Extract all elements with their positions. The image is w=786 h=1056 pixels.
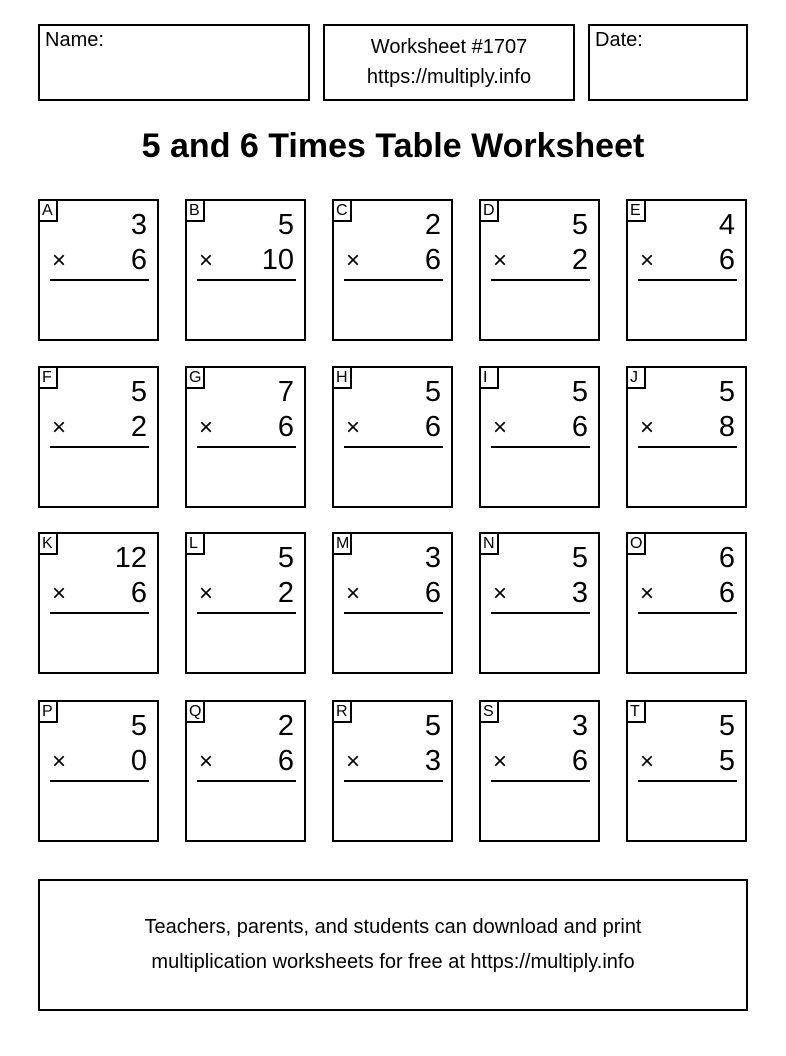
answer-line (197, 279, 296, 281)
answer-line (344, 279, 443, 281)
problem-letter: K (38, 532, 58, 555)
problem-letter: E (626, 199, 646, 222)
times-sign: × (52, 247, 67, 274)
name-label: Name: (45, 29, 104, 51)
times-sign: × (493, 414, 508, 441)
problem-cell (626, 366, 747, 508)
multiplicand: 5 (718, 376, 735, 408)
problem-letter: I (479, 366, 499, 389)
multiplier: 6 (130, 244, 147, 276)
multiplicand: 5 (424, 710, 441, 742)
multiplicand: 5 (718, 710, 735, 742)
problem-cell (332, 700, 453, 842)
multiplicand: 5 (571, 542, 588, 574)
problem-cell (185, 700, 306, 842)
footer-box (38, 879, 748, 1011)
multiplier: 6 (424, 244, 441, 276)
multiplicand: 5 (424, 376, 441, 408)
answer-line (638, 279, 737, 281)
problem-letter: R (332, 700, 352, 723)
problem-letter: F (38, 366, 58, 389)
multiplier: 0 (130, 745, 147, 777)
answer-line (50, 780, 149, 782)
problem-letter: G (185, 366, 205, 389)
problem-letter: S (479, 700, 499, 723)
multiplier: 6 (424, 411, 441, 443)
problem-cell (185, 366, 306, 508)
times-sign: × (52, 748, 67, 775)
multiplier: 6 (277, 745, 294, 777)
problem-letter: M (332, 532, 352, 555)
multiplier: 6 (718, 577, 735, 609)
problem-cell (38, 366, 159, 508)
times-sign: × (640, 580, 655, 607)
multiplicand: 5 (571, 209, 588, 241)
multiplier: 5 (718, 745, 735, 777)
answer-line (50, 446, 149, 448)
problem-letter: L (185, 532, 205, 555)
problem-letter: D (479, 199, 499, 222)
multiplier: 6 (571, 745, 588, 777)
multiplier: 3 (571, 577, 588, 609)
multiplier: 2 (277, 577, 294, 609)
multiplicand: 5 (571, 376, 588, 408)
times-sign: × (346, 748, 361, 775)
problem-cell (38, 700, 159, 842)
times-sign: × (346, 414, 361, 441)
problem-cell (185, 199, 306, 341)
multiplier: 8 (718, 411, 735, 443)
problem-cell (38, 532, 159, 674)
worksheet-number: Worksheet #1707 (370, 36, 528, 58)
problem-cell (626, 700, 747, 842)
multiplicand: 5 (277, 542, 294, 574)
multiplier: 2 (130, 411, 147, 443)
problem-cell (332, 199, 453, 341)
times-sign: × (199, 247, 214, 274)
problem-letter: Q (185, 700, 205, 723)
problem-letter: J (626, 366, 646, 389)
multiplier: 6 (130, 577, 147, 609)
problem-cell (332, 532, 453, 674)
footer-line-1: Teachers, parents, and students can download and print (144, 916, 642, 938)
times-sign: × (640, 247, 655, 274)
answer-line (50, 279, 149, 281)
problem-cell (332, 366, 453, 508)
multiplier: 6 (277, 411, 294, 443)
multiplier: 6 (718, 244, 735, 276)
times-sign: × (199, 748, 214, 775)
times-sign: × (640, 414, 655, 441)
problem-cell (479, 366, 600, 508)
page-title: 5 and 6 Times Table Worksheet (141, 127, 645, 165)
multiplicand: 6 (718, 542, 735, 574)
multiplier: 10 (261, 244, 294, 276)
multiplicand: 2 (424, 209, 441, 241)
date-label: Date: (595, 29, 643, 51)
answer-line (638, 612, 737, 614)
problem-cell (626, 199, 747, 341)
multiplicand: 3 (571, 710, 588, 742)
times-sign: × (346, 247, 361, 274)
times-sign: × (493, 748, 508, 775)
problem-cell (626, 532, 747, 674)
times-sign: × (199, 580, 214, 607)
multiplicand: 12 (114, 542, 147, 574)
multiplicand: 5 (277, 209, 294, 241)
times-sign: × (199, 414, 214, 441)
footer-line-2: multiplication worksheets for free at https://multiply.info (151, 951, 635, 973)
multiplier: 6 (571, 411, 588, 443)
multiplicand: 7 (277, 376, 294, 408)
answer-line (491, 279, 590, 281)
problem-cell (479, 532, 600, 674)
multiplier: 3 (424, 745, 441, 777)
answer-line (344, 446, 443, 448)
problem-letter: C (332, 199, 352, 222)
answer-line (197, 612, 296, 614)
answer-line (491, 612, 590, 614)
answer-line (638, 780, 737, 782)
multiplicand: 2 (277, 710, 294, 742)
multiplicand: 5 (130, 710, 147, 742)
answer-line (491, 780, 590, 782)
answer-line (344, 780, 443, 782)
multiplicand: 4 (718, 209, 735, 241)
multiplier: 6 (424, 577, 441, 609)
answer-line (638, 446, 737, 448)
problem-cell (185, 532, 306, 674)
multiplier: 2 (571, 244, 588, 276)
problem-cell (38, 199, 159, 341)
answer-line (491, 446, 590, 448)
problem-letter: T (626, 700, 646, 723)
multiplicand: 3 (424, 542, 441, 574)
problem-cell (479, 700, 600, 842)
problem-letter: O (626, 532, 646, 555)
answer-line (197, 780, 296, 782)
problem-letter: H (332, 366, 352, 389)
problem-letter: N (479, 532, 499, 555)
times-sign: × (493, 580, 508, 607)
problem-cell (479, 199, 600, 341)
multiplicand: 3 (130, 209, 147, 241)
answer-line (197, 446, 296, 448)
times-sign: × (640, 748, 655, 775)
times-sign: × (52, 414, 67, 441)
problem-letter: B (185, 199, 205, 222)
problem-letter: P (38, 700, 58, 723)
worksheet-url: https://multiply.info (366, 66, 532, 88)
problem-letter: A (38, 199, 58, 222)
times-sign: × (346, 580, 361, 607)
answer-line (50, 612, 149, 614)
multiplicand: 5 (130, 376, 147, 408)
times-sign: × (52, 580, 67, 607)
answer-line (344, 612, 443, 614)
times-sign: × (493, 247, 508, 274)
